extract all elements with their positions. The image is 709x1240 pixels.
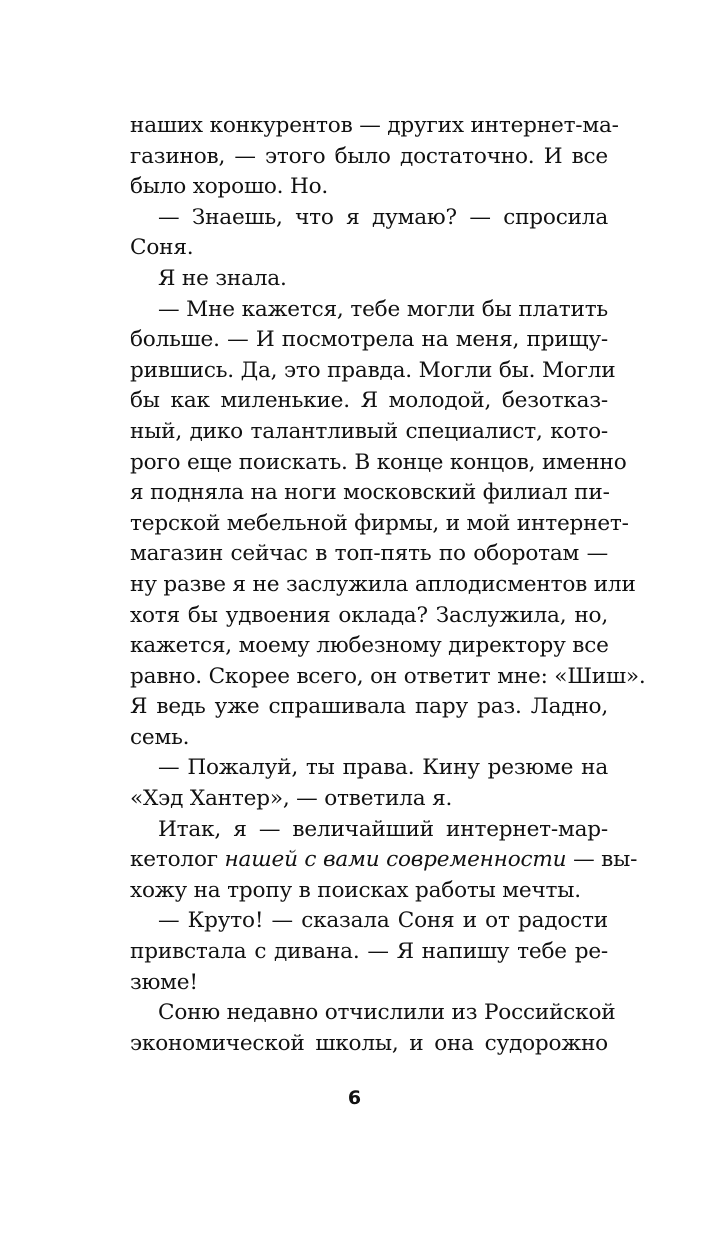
text-line: ну разве я не заслужила аплодисментов или — [130, 571, 636, 597]
text-line: «Хэд Хантер», — ответила я. — [130, 786, 453, 812]
text-line: Я ведь уже спрашивала пару раз. Ладно, — [130, 694, 608, 720]
text-line: Итак, я — величайший интернет-мар- — [158, 816, 608, 842]
text-line: магазин сейчас в топ-пять по оборотам — — [130, 541, 608, 567]
text-line: экономической школы, и она судорожно — [130, 1030, 608, 1056]
text-line: наших конкурентов — других интернет-ма- — [130, 113, 619, 138]
text-line: равно. Скорее всего, он ответит мне: «Шиш». — [130, 663, 646, 689]
text-line: терской мебельной фирмы, и мой интернет- — [130, 510, 629, 536]
text-line: Соня. — [130, 235, 194, 261]
text-line: хожу на тропу в поисках работы мечты. — [130, 877, 581, 903]
text-line: привстала с дивана. — Я напишу тебе ре- — [130, 939, 608, 965]
text-line: — Знаешь, что я думаю? — спросила — [158, 204, 608, 230]
text-line: хотя бы удвоения оклада? Заслужила, но, — [130, 602, 608, 628]
text-line: бы как миленькие. Я молодой, безотказ- — [130, 388, 608, 414]
body-text — [130, 111, 646, 1059]
text-line-mixed — [130, 845, 638, 876]
text-fragment: — вы- — [573, 847, 638, 873]
text-line: я подняла на ноги московский филиал пи- — [130, 480, 610, 506]
text-line: Соню недавно отчислили из Российской — [158, 1000, 616, 1026]
text-line: — Мне кажется, тебе могли бы платить — [158, 296, 608, 322]
page-number: 6 — [347, 1087, 362, 1109]
text-line: рившись. Да, это правда. Могли бы. Могли — [130, 357, 616, 383]
text-line: — Пожалуй, ты права. Кину резюме на — [158, 755, 608, 781]
text-line: Я не знала. — [158, 265, 287, 291]
text-line: ный, дико талантливый специалист, кото- — [130, 418, 608, 444]
text-line: газинов, — этого было достаточно. И все — [130, 143, 608, 169]
text-line: больше. — И посмотрела на меня, прищу- — [130, 327, 608, 353]
text-line: было хорошо. Но. — [130, 174, 329, 200]
text-line: — Круто! — сказала Соня и от радости — [158, 908, 608, 934]
text-line: кажется, моему любезному директору все — [130, 633, 609, 659]
text-line: семь. — [130, 724, 190, 750]
text-fragment: кетолог — [130, 847, 218, 873]
italic-phrase: нашей с вами современности — [224, 847, 567, 873]
text-line: рого еще поискать. В конце концов, именно — [130, 449, 627, 475]
text-line: зюме! — [130, 969, 198, 995]
